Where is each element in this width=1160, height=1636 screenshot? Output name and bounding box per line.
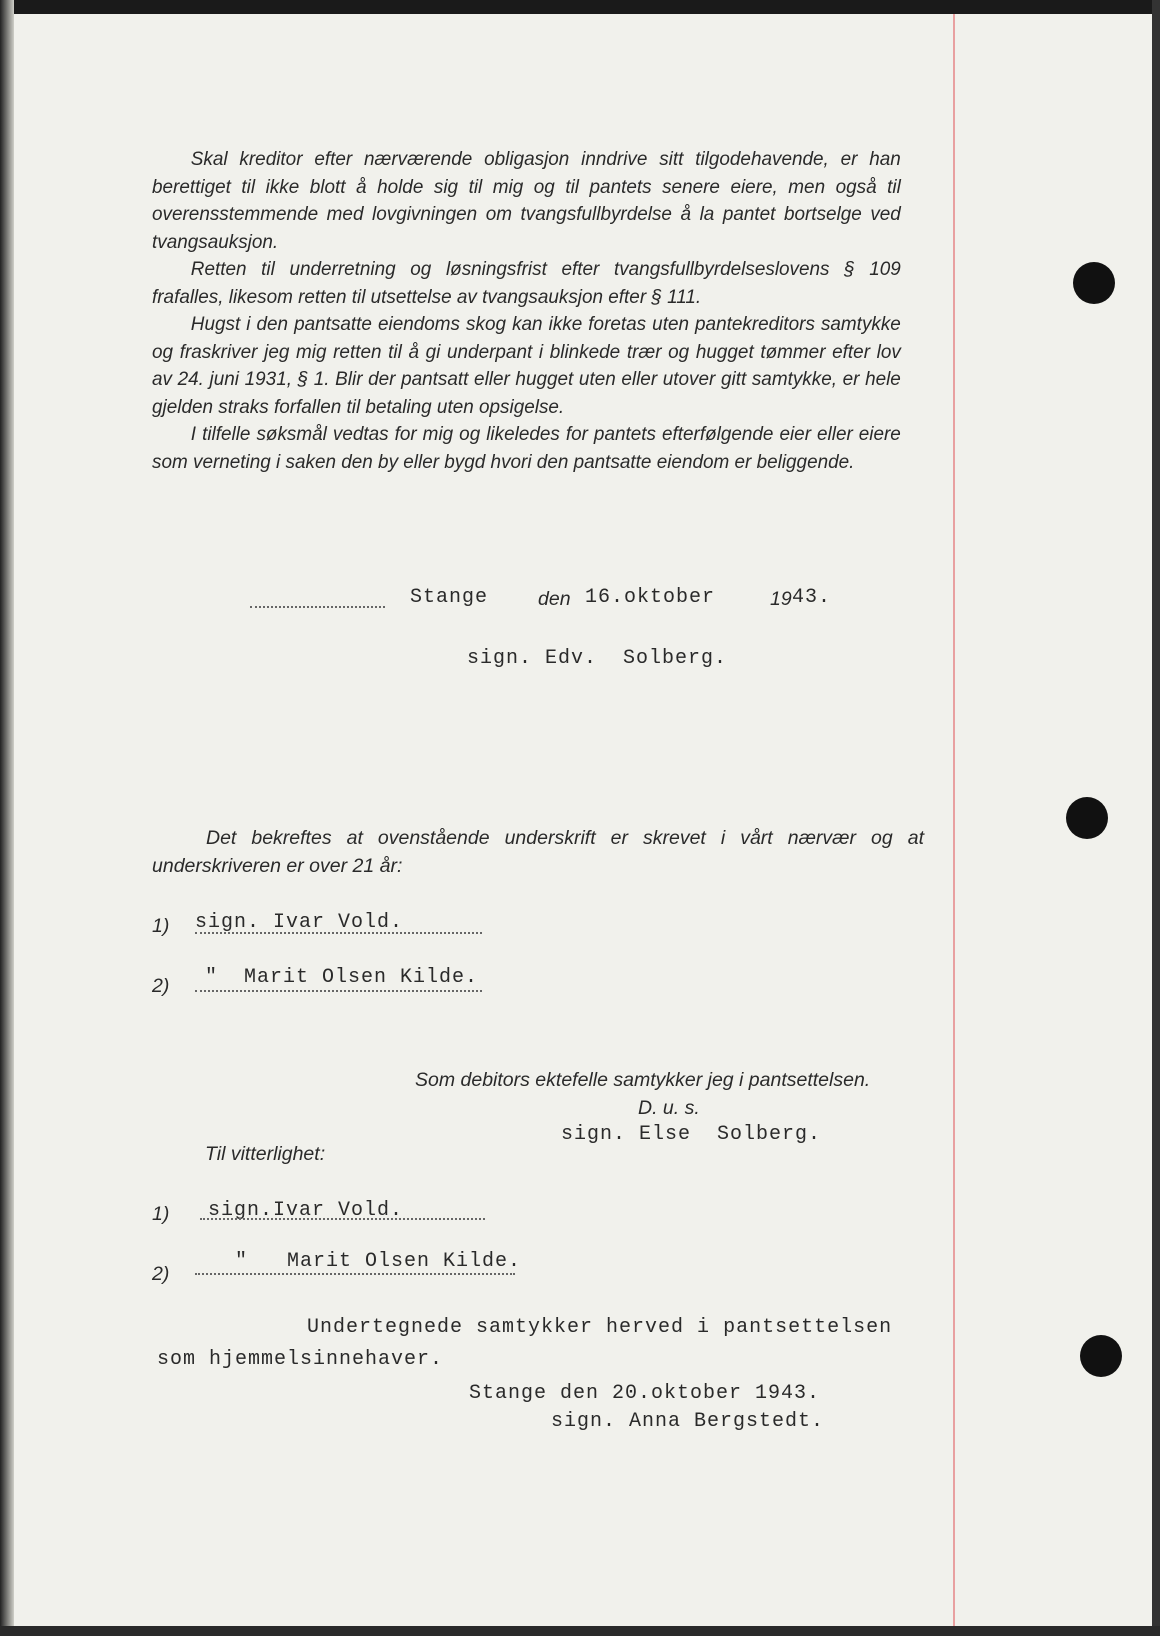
place: Stange [410,586,489,609]
scan-border-left [0,0,14,1636]
spouse-signature: sign. Else Solberg. [561,1123,822,1146]
witness-number: 2) [152,1263,170,1285]
scan-border-top [0,0,1160,14]
paragraph: Retten til underretning og løsningsfrist efter tvangsfullbyrdelseslovens § 109 frafalles, likesom retten til utsettelse av tvangsauksjon efter § 111. [152,258,901,308]
scan-border-bottom [0,1626,1160,1636]
witness-signature: " Marit Olsen Kilde. [205,966,479,989]
owner-date: Stange den 20.oktober 1943. [469,1382,821,1405]
witness-signature: " Marit Olsen Kilde. [235,1250,522,1273]
witness-signature: sign. Ivar Vold. [195,911,404,934]
century: 19 [770,588,792,610]
dus-label: D. u. s. [638,1097,700,1119]
owner-signature: sign. Anna Bergstedt. [551,1410,825,1433]
witness-number: 1) [152,1203,170,1225]
debtor-signature: sign. Edv. Solberg. [467,647,728,670]
paragraph: Skal kreditor efter nærværende obligasjon inndrive sitt tilgodehavende, er han berettiget til ikke blott å holde sig til mig og til pantets senere eiere, men også til overensstemmende med lovgivningen om tvangsfullbyrdelse å la pantet bortselge ved tvangsauksjon. [152,148,901,253]
owner-consent: som hjemmelsinnehaver. [157,1348,444,1371]
punch-hole [1073,262,1115,304]
punch-hole [1066,797,1108,839]
year: 43. [792,586,832,609]
dotted-line [195,990,482,992]
dotted-line [195,932,482,934]
date: 16.oktober [585,586,716,609]
scan-border-right [1152,0,1160,1636]
dotted-line [250,606,385,608]
witness-number: 1) [152,915,170,937]
owner-consent: Undertegnede samtykker herved i pantsettelsen [307,1316,893,1339]
dotted-line [200,1218,485,1220]
punch-hole [1080,1335,1122,1377]
witness-label: Til vitterlighet: [205,1143,326,1165]
dotted-line [195,1273,515,1275]
witness-signature: sign.Ivar Vold. [208,1199,404,1222]
den-label: den [538,588,571,610]
attestation-text: Det bekreftes at ovenstående underskrift er skrevet i vårt nærvær og at underskriveren er over 21 år: [152,827,924,877]
spouse-consent: Som debitors ektefelle samtykker jeg i pantsettelsen. [415,1069,871,1091]
witness-number: 2) [152,975,170,997]
paragraph: Hugst i den pantsatte eiendoms skog kan ikke foretas uten pantekreditors samtykke og fraskriver jeg mig retten til å gi underpant i blinkede trær og hugget tømmer efter lov av 24. juni 1931, § 1. Blir der pantsatt eller hugget uten eller utover gitt samtykke, er hele gjelden straks forfallen til betaling uten opsigelse. [152,313,901,418]
terms-text [152,146,901,476]
paragraph: I tilfelle søksmål vedtas for mig og likeledes for pantets efterfølgende eier eller eiere som verneting i saken den by eller bygd hvori den pantsatte eiendom er beliggende. [152,423,901,473]
red-margin-line [953,14,955,1626]
